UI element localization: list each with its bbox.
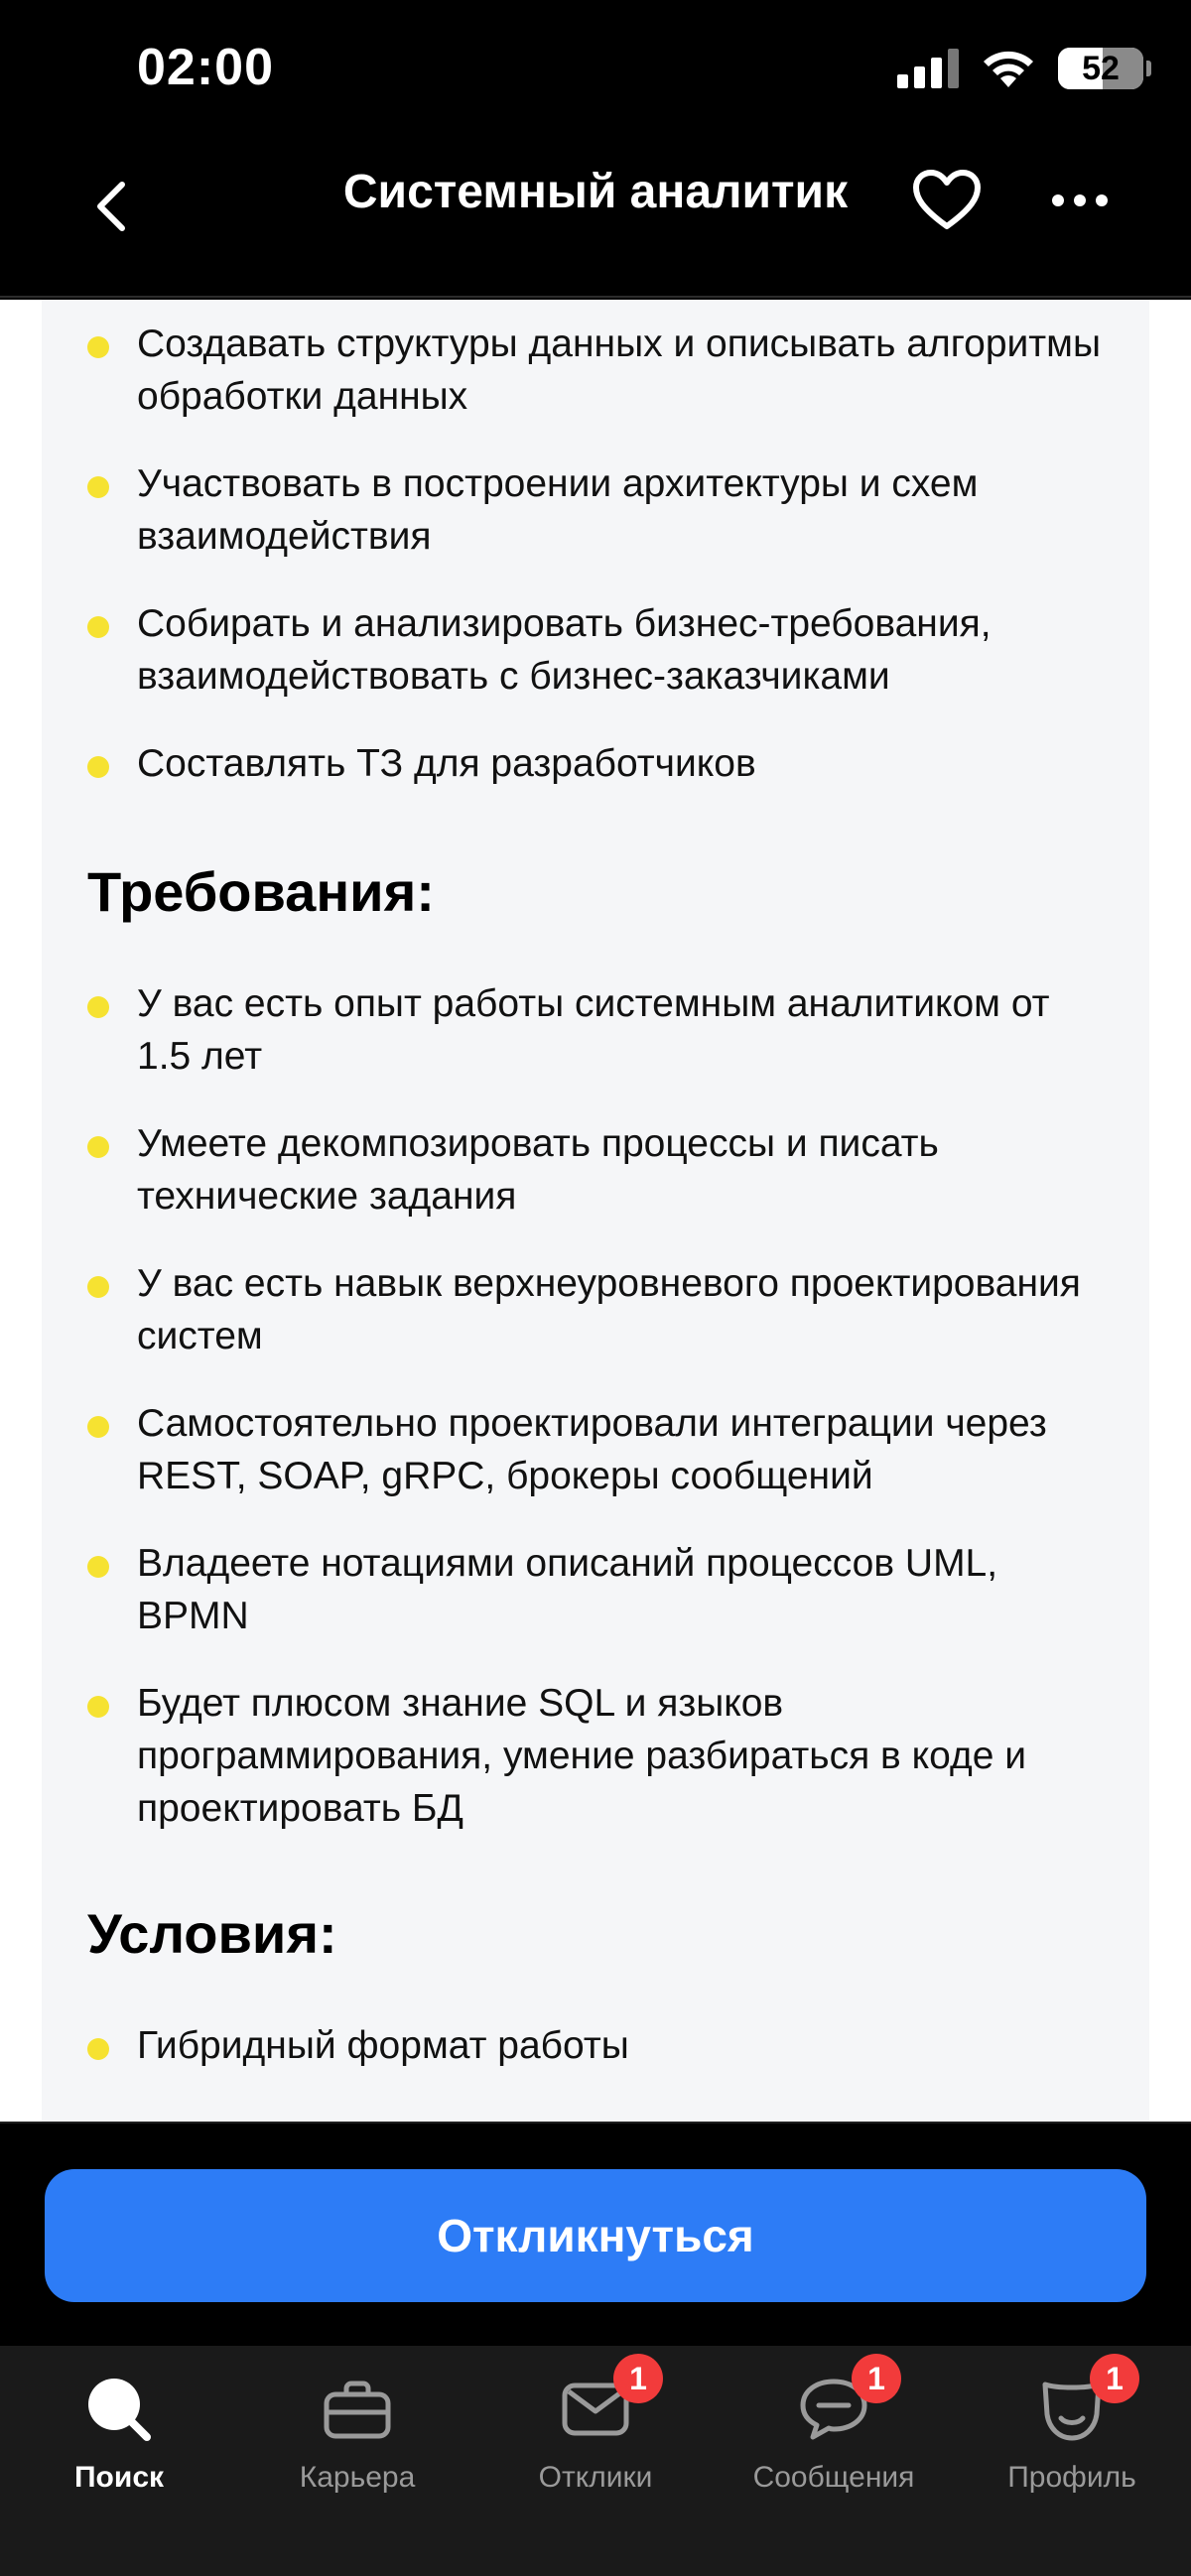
description-card [42,300,1149,2122]
more-button[interactable] [1040,161,1120,240]
bullet-dot [87,1416,109,1438]
list-item: Участвовать в построении архитектуры и схем взаимодействия [87,457,1110,563]
bullet-dot [87,1136,109,1158]
duties-list [87,318,1110,790]
more-dots-icon [1051,193,1109,207]
list-item: Составлять ТЗ для разработчиков [87,737,1110,790]
bullet-dot [87,336,109,358]
duties-section [87,318,1110,825]
nav-header [0,139,1191,298]
search-icon [83,2374,155,2445]
requirements-section [87,977,1110,1869]
tab-label: Сообщения [752,2461,915,2494]
bullet-dot [87,476,109,498]
bullet-dot [87,1276,109,1298]
tab-profile[interactable] [953,2346,1191,2534]
requirements-list [87,977,1110,1835]
list-item: Будет плюсом знание SQL и языков программирования, умение разбираться в коде и проектировать БД [87,1677,1110,1835]
wifi-icon [981,48,1036,89]
notification-badge: 1 [1090,2354,1139,2403]
conditions-section [87,2019,1110,2107]
bullet-dot [87,616,109,638]
list-item: У вас есть навык верхнеуровневого проектирования систем [87,1257,1110,1362]
list-item: Владеете нотациями описаний процессов UML, BPMN [87,1537,1110,1642]
status-icons [897,48,1143,89]
notification-badge: 1 [613,2354,663,2403]
bullet-dot [87,2038,109,2060]
status-time: 02:00 [137,39,274,96]
bullet-dot [87,1556,109,1578]
briefcase-icon [323,2379,392,2440]
tab-label: Отклики [538,2461,653,2494]
vacancy-description[interactable] [0,300,1191,2122]
tab-label: Поиск [73,2461,165,2494]
tab-bar [0,2346,1191,2576]
list-item: Самостоятельно проектировали интеграции через REST, SOAP, gRPC, брокеры сообщений [87,1397,1110,1502]
favorite-button[interactable] [907,161,987,240]
tab-career[interactable] [238,2346,476,2534]
bullet-dot [87,756,109,778]
conditions-list [87,2019,1110,2072]
list-item: Гибридный формат работы [87,2019,1110,2072]
conditions-heading: Условия: [87,1902,337,1965]
status-bar [0,0,1191,139]
list-item: Умеете декомпозировать процессы и писать технические задания [87,1117,1110,1223]
tab-responses[interactable] [476,2346,715,2534]
battery-level: 52 [1082,49,1120,87]
page-title: Системный аналитик [342,166,849,218]
bullet-dot [87,1696,109,1718]
notification-badge: 1 [852,2354,901,2403]
battery-icon [1058,48,1143,89]
heart-icon [912,170,982,231]
cellular-signal-icon [897,49,959,88]
tab-search[interactable] [0,2346,238,2534]
tab-label: Профиль [1007,2461,1136,2494]
action-area [0,2122,1191,2346]
requirements-heading: Требования: [87,860,435,923]
list-item: Создавать структуры данных и описывать алгоритмы обработки данных [87,318,1110,423]
list-item: У вас есть опыт работы системным аналитиком от 1.5 лет [87,977,1110,1083]
respond-button[interactable]: Откликнуться [45,2169,1146,2302]
bullet-dot [87,996,109,1018]
list-item: Собирать и анализировать бизнес-требования, взаимодействовать с бизнес-заказчиками [87,597,1110,703]
tab-messages[interactable] [715,2346,953,2534]
tab-label: Карьера [299,2461,416,2494]
